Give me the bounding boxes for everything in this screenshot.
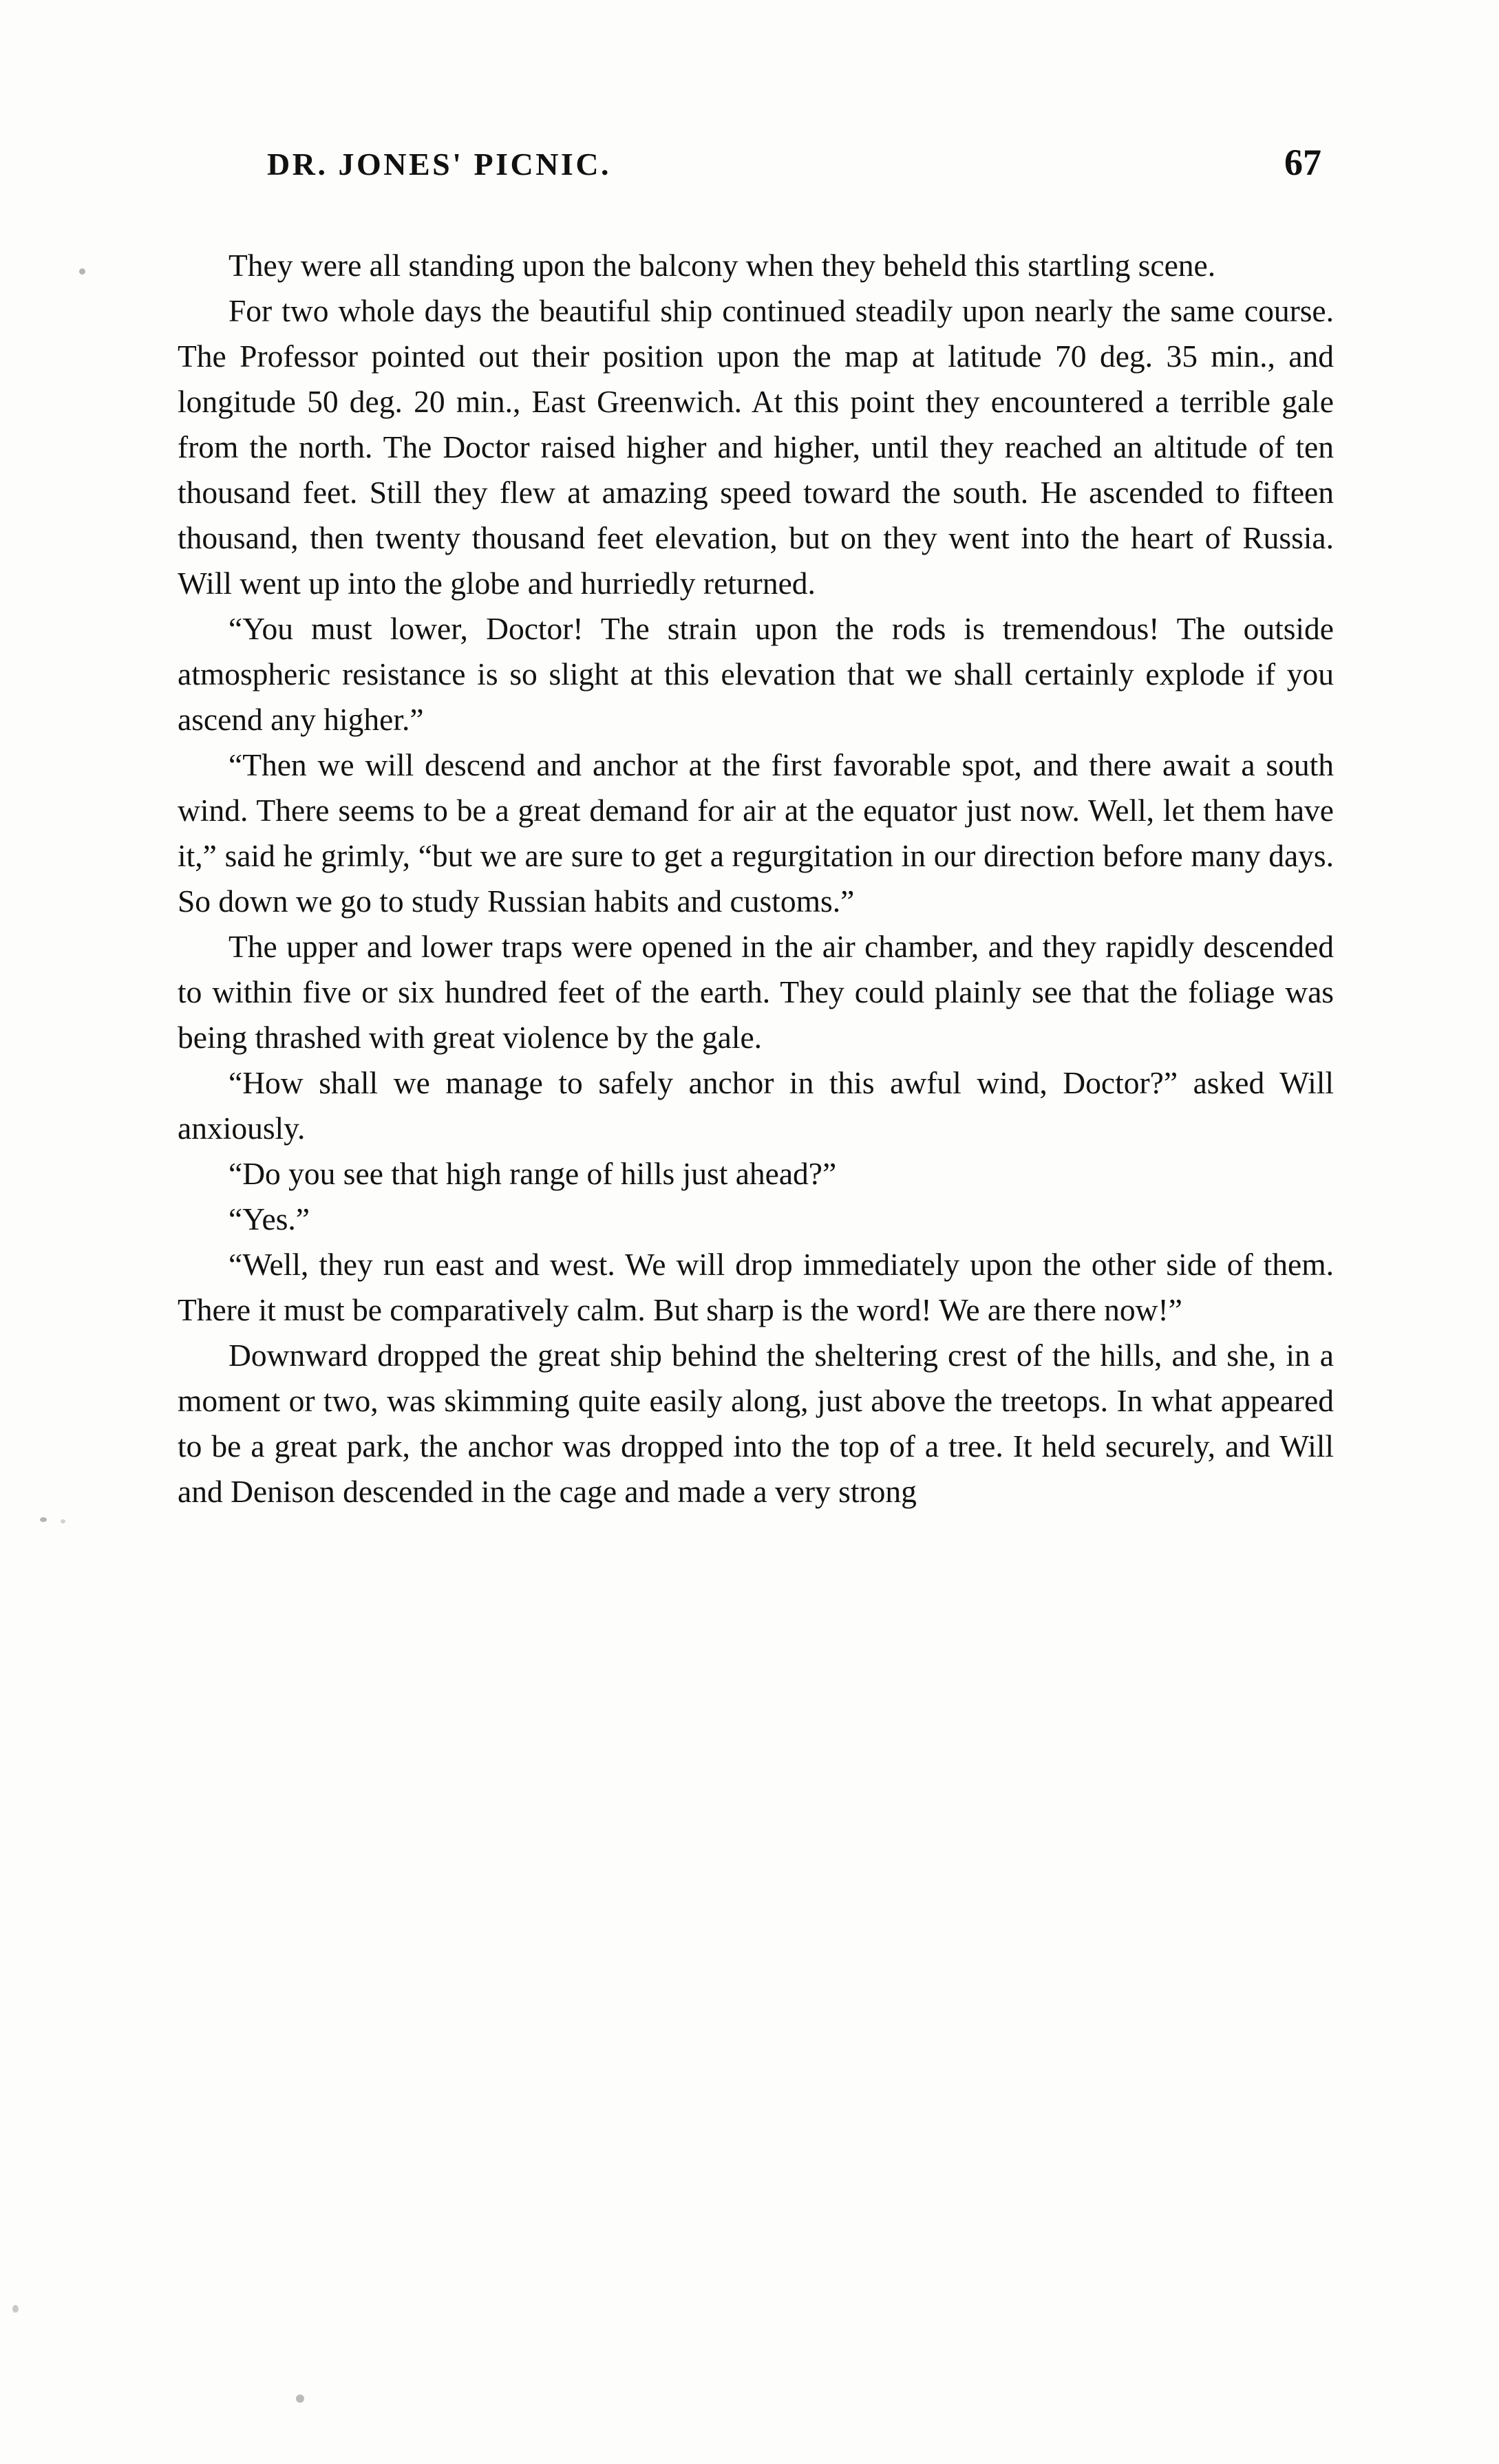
running-head xyxy=(178,141,1334,184)
book-title: DR. JONES' PICNIC. xyxy=(267,147,612,182)
paragraph: “Yes.” xyxy=(228,1201,310,1236)
body-text xyxy=(178,243,1334,1514)
paragraph: “Then we will descend and anchor at the first favorable spot, and there await a south wind. There seems to be a great demand for air at the equator just now. Well, let them have it,” said he grimly, “but we are sure to get a regurgitation in our direction before many days. So down we go to study Russian habits and customs.” xyxy=(178,747,1334,919)
paragraph: “Well, they run east and west. We will drop immediately upon the other side of them. There it must be comparatively calm. But sharp is the word! We are there now!” xyxy=(178,1247,1334,1327)
paragraph: “You must lower, Doctor! The strain upon the rods is tremendous! The outside atmospheric resistance is so slight at this elevation that we shall certainly explode if you ascend any higher.” xyxy=(178,611,1334,737)
paragraph: “Do you see that high range of hills just ahead?” xyxy=(228,1156,837,1191)
page-content xyxy=(172,141,1335,1514)
scan-speck xyxy=(296,2395,304,2403)
scan-speck xyxy=(12,2305,19,2313)
scan-speck xyxy=(40,1517,47,1522)
paragraph: For two whole days the beautiful ship continued steadily upon nearly the same course. The Professor pointed out their position upon the map at latitude 70 deg. 35 min., and longitude 50 deg. 20 min., East Greenwich. At this point they encountered a terrible gale from the north. The Doctor raised higher and higher, until they reached an altitude of ten thousand feet. Still they flew at amazing speed toward the south. He ascended to fifteen thousand, then twenty thousand feet elevation, but on they went into the heart of Russia. Will went up into the globe and hurriedly returned. xyxy=(178,293,1334,601)
scan-speck xyxy=(79,268,85,275)
page-number: 67 xyxy=(1284,142,1321,183)
paragraph: They were all standing upon the balcony when they beheld this startling scene. xyxy=(228,248,1216,283)
paragraph: Downward dropped the great ship behind the sheltering crest of the hills, and she, in a moment or two, was skimming quite easily along, just above the treetops. In what appeared to be a great park, the anchor was dropped into the top of a tree. It held securely, and Will and Denison descended in the cage and made a very strong xyxy=(178,1338,1334,1509)
paragraph: The upper and lower traps were opened in the air chamber, and they rapidly descended to within five or six hundred feet of the earth. They could plainly see that the foliage was being thrashed with great violence by the gale. xyxy=(178,929,1334,1055)
scan-speck xyxy=(61,1519,65,1523)
paragraph: “How shall we manage to safely anchor in this awful wind, Doctor?” asked Will anxiously. xyxy=(178,1065,1334,1146)
